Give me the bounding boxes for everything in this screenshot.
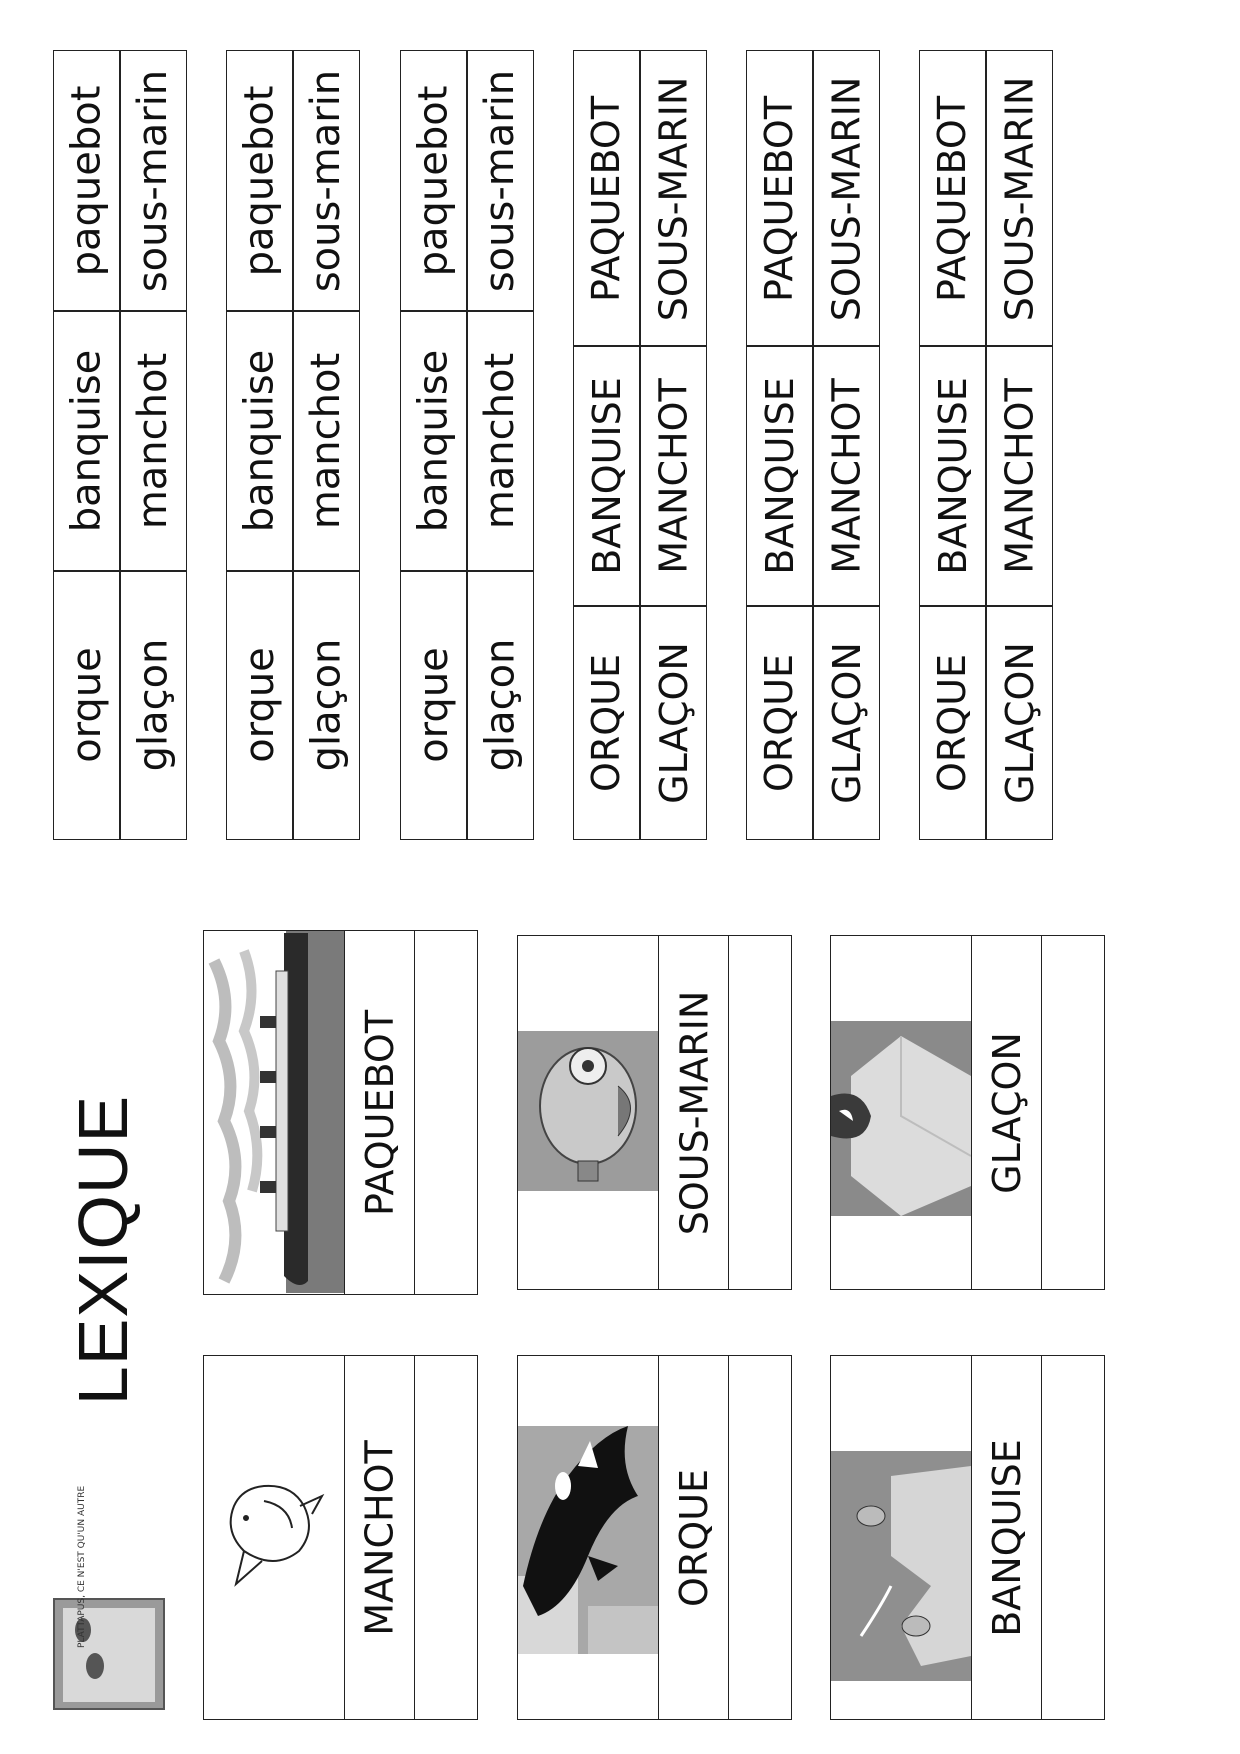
- strip-cell: ORQUE: [919, 605, 986, 840]
- card-label: ORQUE: [658, 1356, 729, 1719]
- strip-cell: BANQUISE: [573, 345, 640, 607]
- strip-cell: MANCHOT: [813, 345, 880, 607]
- strip-cell: PAQUEBOT: [919, 50, 986, 347]
- strip-cell: ORQUE: [573, 605, 640, 840]
- strip-cell: sous-marin: [293, 50, 360, 312]
- strip-cell: BANQUISE: [919, 345, 986, 607]
- strip-cell: manchot: [293, 310, 360, 572]
- card-picture: [518, 936, 658, 1289]
- strip-cell: manchot: [120, 310, 187, 572]
- card-writing-space: [414, 1356, 477, 1719]
- card-orque: [517, 1355, 792, 1720]
- orca-icon: [518, 1356, 658, 1718]
- strip-cell: MANCHOT: [640, 345, 707, 607]
- word-strip-lower-1: [53, 50, 189, 840]
- card-banquise: [830, 1355, 1105, 1720]
- strip-cell: orque: [226, 570, 293, 840]
- cover-caption: PLATTAPUS, CE N'EST QU'UN AUTRE: [77, 1485, 87, 1648]
- page-title: LEXIQUE: [64, 1094, 143, 1406]
- card-writing-space: [1041, 1356, 1104, 1719]
- penguin-icon: [55, 1600, 163, 1708]
- strip-cell: banquise: [226, 310, 293, 572]
- ice-cube-icon: [831, 936, 971, 1288]
- word-strip-lower-2: [226, 50, 362, 840]
- strip-cell: SOUS-MARIN: [813, 50, 880, 347]
- strip-cell: orque: [53, 570, 120, 840]
- card-label: GLAÇON: [971, 936, 1042, 1289]
- strip-cell: GLAÇON: [986, 605, 1053, 840]
- word-strip-upper-3: [919, 50, 1055, 840]
- ship-icon: [204, 931, 344, 1293]
- strip-cell: PAQUEBOT: [573, 50, 640, 347]
- word-strip-upper-1: [573, 50, 709, 840]
- card-writing-space: [728, 1356, 791, 1719]
- strip-cell: PAQUEBOT: [746, 50, 813, 347]
- strip-cell: SOUS-MARIN: [640, 50, 707, 347]
- card-picture: [204, 1356, 344, 1719]
- strip-cell: glaçon: [293, 570, 360, 840]
- card-writing-space: [414, 931, 477, 1294]
- penguin-icon: [204, 1356, 344, 1716]
- card-label: PAQUEBOT: [344, 931, 415, 1294]
- strip-cell: banquise: [53, 310, 120, 572]
- card-writing-space: [728, 936, 791, 1289]
- strip-cell: banquise: [400, 310, 467, 572]
- card-label: MANCHOT: [344, 1356, 415, 1719]
- card-picture: [831, 1356, 971, 1719]
- card-picture: [204, 931, 344, 1294]
- strip-cell: ORQUE: [746, 605, 813, 840]
- submarine-icon: [518, 936, 658, 1288]
- strip-cell: GLAÇON: [640, 605, 707, 840]
- strip-cell: paquebot: [53, 50, 120, 312]
- card-label: BANQUISE: [971, 1356, 1042, 1719]
- ice-floe-icon: [831, 1356, 971, 1718]
- card-writing-space: [1041, 936, 1104, 1289]
- card-label: SOUS-MARIN: [658, 936, 729, 1289]
- strip-cell: BANQUISE: [746, 345, 813, 607]
- card-paquebot: [203, 930, 478, 1295]
- card-manchot: [203, 1355, 478, 1720]
- strip-cell: GLAÇON: [813, 605, 880, 840]
- strip-cell: MANCHOT: [986, 345, 1053, 607]
- strip-cell: paquebot: [400, 50, 467, 312]
- strip-cell: manchot: [467, 310, 534, 572]
- card-picture: [831, 936, 971, 1289]
- strip-cell: glaçon: [120, 570, 187, 840]
- strip-cell: sous-marin: [467, 50, 534, 312]
- strip-cell: glaçon: [467, 570, 534, 840]
- card-sous-marin: [517, 935, 792, 1290]
- strip-cell: SOUS-MARIN: [986, 50, 1053, 347]
- strip-cell: paquebot: [226, 50, 293, 312]
- strip-cell: orque: [400, 570, 467, 840]
- word-strip-lower-3: [400, 50, 536, 840]
- book-cover-thumbnail: [53, 1485, 165, 1710]
- card-picture: [518, 1356, 658, 1719]
- word-strip-upper-2: [746, 50, 882, 840]
- strip-cell: sous-marin: [120, 50, 187, 312]
- card-glacon: [830, 935, 1105, 1290]
